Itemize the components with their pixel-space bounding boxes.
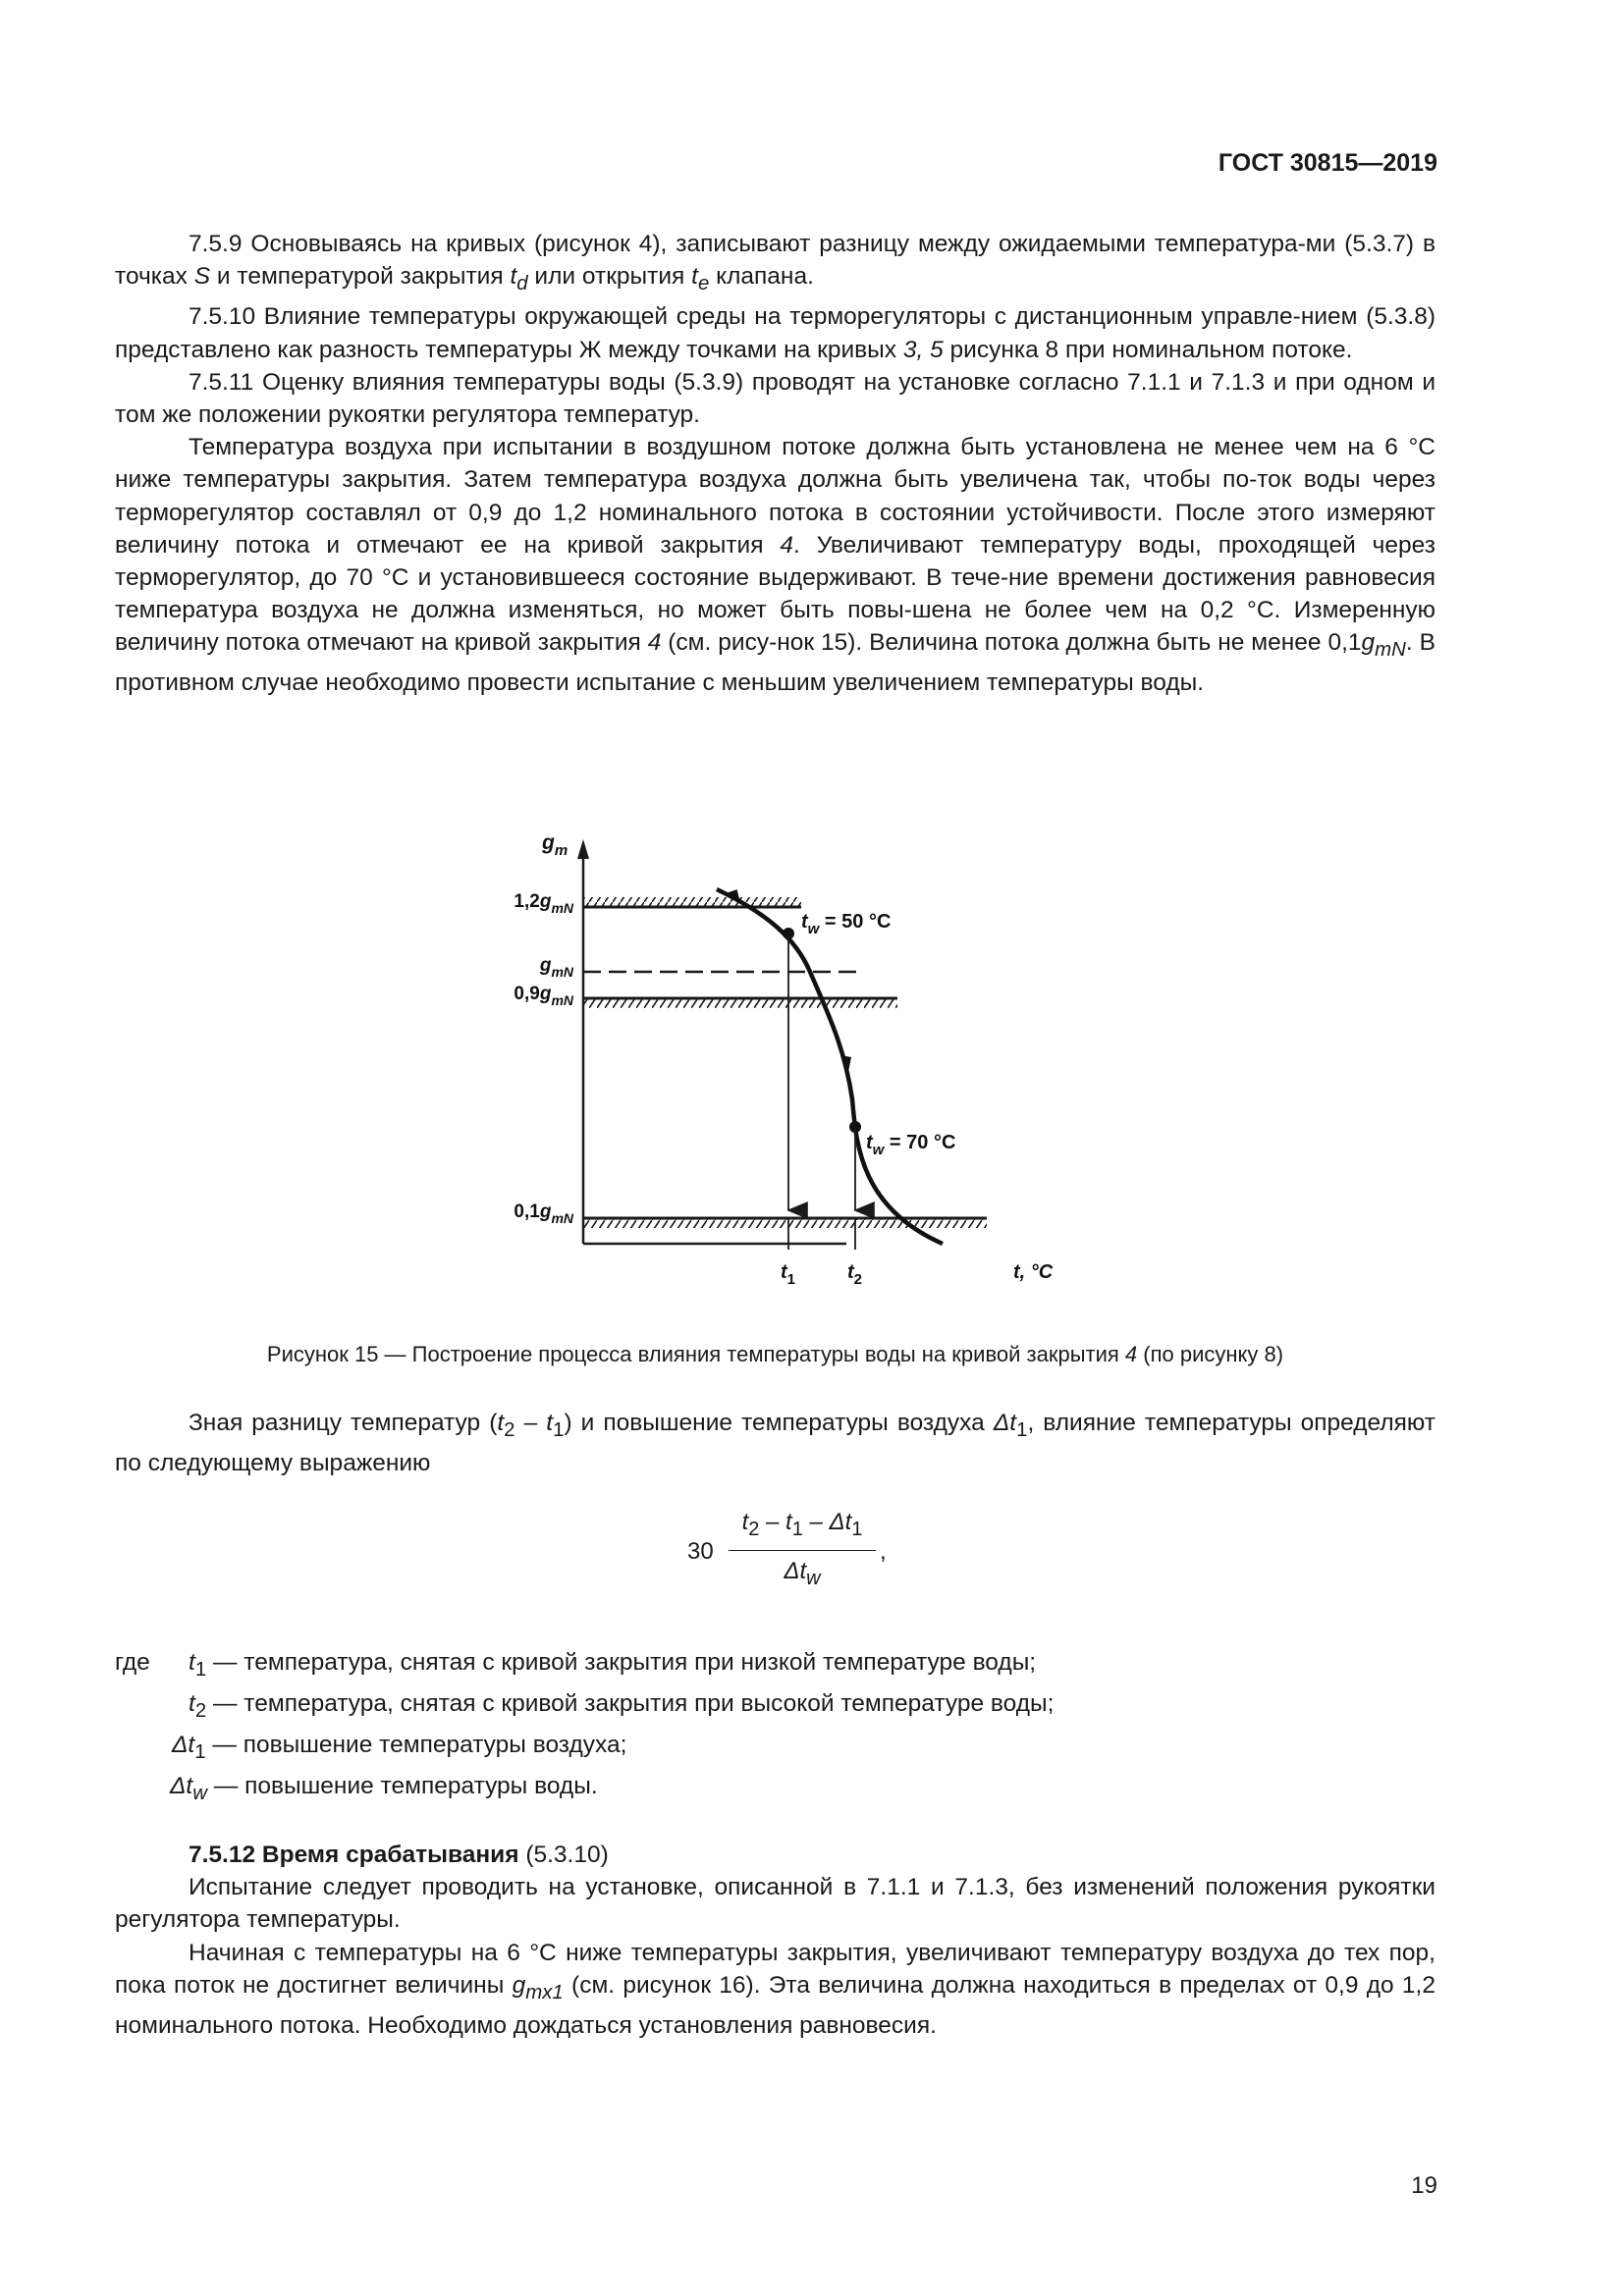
figure-15 (471, 820, 1080, 1301)
paragraph-air-temperature: Температура воздуха при испытании в воздушном потоке должна быть установлена не менее чем на 6 °C ниже температуры закрытия. Затем температура воздуха должна быть увеличена так, чтобы по-ток воды через терморегулятор составлял от 0,9 до 1,2 номинального потока в состоянии устойчивости. После этого измеряют величину потока и отмечают ее на кривой закрытия 4. Увеличивают температуру воды, проходящей через терморегулятор, до 70 °C и установившееся состояние выдерживают. В тече-ние времени достижения равновесия температура воздуха не должна изменяться, но может быть повы-шена не более чем на 0,2 °C. Измеренную величину потока отмечают на кривой закрытия 4 (см. рису-нок 15). Величина потока должна быть не менее $0,1g_{mN}$. В противном случае необходимо провести испытание с меньшим увеличением температуры воды. (115, 434, 1435, 697)
label-1-2-gmn: $1,2g_{mN}$ (514, 891, 573, 916)
x-axis-label: t, °C (1013, 1261, 1054, 1283)
definition-delta-t1: $\Delta t_1$ — повышение температуры воздуха; (172, 1732, 627, 1763)
formula: 30 $t_2 - t_1 - \Delta t_1$ $\Delta t_w$ , (687, 1509, 887, 1589)
label-0-1-gmn: $0,1g_{mN}$ (514, 1201, 573, 1226)
definition-t1: $t_1$ — температура, снятая с кривой закрытия при низкой температуре воды; (189, 1649, 1037, 1681)
definition-t2: $t_2$ — температура, снятая с кривой закрытия при высокой температуре воды; (189, 1690, 1055, 1722)
formula-intro: Зная разницу температур $(t_2 - t_1)$ и повышение температуры воздуха $\Delta t_1$, влияние температуры определяют по следующему выражению (115, 1410, 1435, 1477)
label-t1: $t_1$ (781, 1261, 796, 1288)
fraction-bar (729, 1550, 876, 1551)
formula-denominator: $\Delta t_w$ (784, 1558, 821, 1589)
closing-curve-diagram (471, 820, 1080, 1301)
label-gmn: $g_{mN}$ (539, 955, 573, 980)
section-paragraph-2: Начиная с температуры на 6 °C ниже температуры закрытия, увеличивают температуру воздуха до тех пор, пока поток не достигнет величины $g_{mx1}$ (см. рисунок 16). Эта величина должна находиться в пределах от 0,9 до 1,2 номинального потока. Необходимо дождаться установления равновесия. (115, 1939, 1435, 2039)
label-tw-50: $t_w = 50$ °C (801, 911, 892, 937)
paragraph-7-5-11: 7.5.11 Оценку влияния температуры воды (5.3.9) проводят на установке согласно 7.1.1 и 7.1.3 и при одном и том же положении рукоятки регулятора температур. (115, 368, 1435, 428)
label-0-9-gmn: $0,9g_{mN}$ (514, 984, 573, 1008)
paragraph-7-5-10: 7.5.10 Влияние температуры окружающей среды на терморегуляторы с дистанционным управле-нием (5.3.8) представлено как разность температуры Ж между точками на кривых 3, 5 рисунка 8 при номинальном потоке. (115, 303, 1435, 363)
hatch-band-0-9 (583, 998, 897, 1008)
formula-numerator: $t_2 - t_1 - \Delta t_1$ (741, 1509, 863, 1540)
closing-curve-4 (717, 889, 943, 1244)
document-header: ГОСТ 30815—2019 (1218, 149, 1437, 177)
section-heading: 7.5.12 Время срабатывания (5.3.10) (189, 1842, 609, 1868)
formula-coefficient: 30 (687, 1538, 714, 1565)
section-7-5-12 (115, 1839, 1435, 2042)
definition-delta-tw: $\Delta t_w$ — повышение температуры воды. (170, 1773, 598, 1804)
label-t2: $t_2$ (847, 1261, 863, 1288)
y-axis-label: $g_m$ (542, 831, 568, 859)
y-axis-arrow-icon (577, 839, 589, 859)
hatch-band-0-1 (583, 1218, 987, 1228)
main-text (115, 228, 1435, 700)
figure-caption: Рисунок 15 — Построение процесса влияния температуры воды на кривой закрытия 4 (по рисунку 8) (266, 1342, 1284, 1366)
definition-pre: где (115, 1649, 150, 1676)
label-tw-70: $t_w = 70$ °C (866, 1132, 956, 1158)
paragraph-7-5-9: 7.5.9 Основываясь на кривых (рисунок 4), записывают разницу между ожидаемыми температура-ми (5.3.7) в точках S и температурой закрытия $t_d$ или открытия $t_e$ клапана. (115, 231, 1435, 295)
section-paragraph-1: Испытание следует проводить на установке, описанной в 7.1.1 и 7.1.3, без изменений положения рукоятки регулятора температуры. (115, 1874, 1435, 1934)
page-number: 19 (1411, 2172, 1437, 2199)
